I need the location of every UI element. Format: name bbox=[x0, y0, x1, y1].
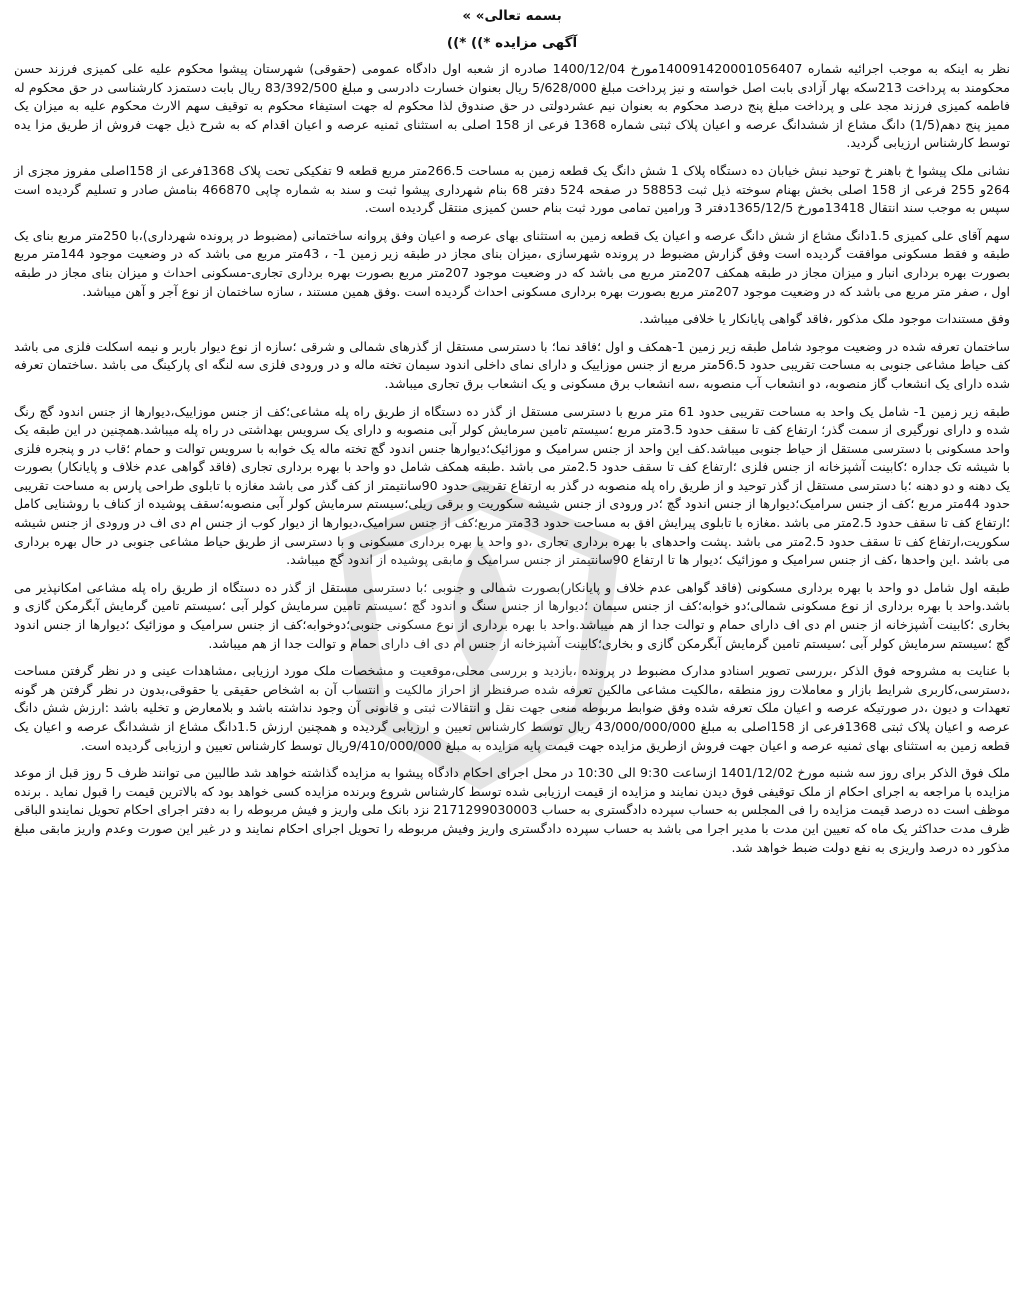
paragraph-share: سهم آقای علی کمیزی 1.5دانگ مشاع از شش دانگ عرصه و اعیان یک قطعه زمین به استثنای بهای عرصه و اعیان وفق پروانه ساختمانی (مضبوط در پرونده شهرداری)،با 250متر مربع بنای یک طبقه و فقط مسکونی موافقت گردیده است وفق گزارش مضبوط در پرونده شهرسازی ،میزان بنای مجاز در طبقه زیر زمین 1- ، 43متر مربع می باشد که در وضعیت موجود 144متر مربع بصورت بهره برداری انبار و میزان مجاز در طبقه همکف 207متر مربع می باشد که در وضعیت موجود 207متر مربع بصورت بهره برداری تجاری-مسکونی احداث و میزان بنای مجاز در طبقه اول ، صفر متر مربع می باشد که در وضعیت موجود 207متر مربع بصورت بهره برداری مسکونی احداث گردیده است .وفق همین مستند ، سازه ساختمان از نوع آجر و آهن میباشد. bbox=[14, 227, 1011, 299]
bismillah-line: بسمه تعالی» » bbox=[462, 8, 562, 24]
paragraph-basement-ground: طبقه زیر زمین 1- شامل یک واحد به مساحت تقریبی حدود 61 متر مربع با دسترسی مستقل از گذر ده دستگاه از طریق راه پله مشاعی؛کف از جنس موزاییک،دیوارها از جنس اندود گچ رنگ شده و دارای نورگیری از سمت گذر؛ ارتفاع کف تا سقف حدود 3.5متر مربع ؛سیستم تامین سرمایش کولر آبی منصوبه و دارای یک سرویس بهداشتی در راه پله میباشد.همچنین در این طبقه یک واحد مسکونی با دسترسی مستقل از حیاط جنوبی میباشد.کف این واحد از جنس سرامیک و موزائیک؛دیوارها جنس اندود گچ تخته ماله یک خوابه با سرویس توالت و حمام ؛قاب در و پنجره فلزی با شیشه تک جداره ؛کابینت آشپزخانه از جنس فلزی ؛ارتفاع کف تا سقف حدود 2.5متر می باشد .طبقه همکف شامل دو واحد با بهره برداری تجاری (فاقد گواهی عدم خلاف و پایانکار) بصورت یک دهنه و دو دهنه ؛با دسترسی مستقل از گذر توحید و از طریق راه پله منصوبه در گذر به ارتفاع تقریبی حدود 90سانتیمتر از کف گذر می باشد مغازه با تابلوی طراحی پارس به مساحت تقریبی حدود 44متر مربع ؛کف از جنس سرامیک؛دیوارها از جنس اندود گچ ؛در ورودی از جنس شیشه سکوریت و برقی ریلی؛سیستم سرمایش کولر آبی منصوبه؛سقف پوشیده از کناف با روشنایی کامل ؛ارتفاع کف تا سقف حدود 2.5متر می باشد .مغازه با تابلوی پیرایش افق به مساحت حدود 33متر مربع؛کف از جنس سرامیک،دیوارها از دیوار کوب از جنس ام دی اف در ورودی از جنس شیشه سکوریت،ارتفاع کف تا سقف حدود 2.5متر می باشد .پشت واحدهای با بهره برداری تجاری ،دو واحد با بهره برداری مسکونی و با دسترسی از طریق حیاط مشاعی جنوبی در حال بهره برداری می باشد .این واحدها ،کف از جنس سرامیک و موزائیک ؛دیوار ها تا ارتفاع 90سانتیمتر از جنس سرامیک و مابقی پوشیده از اندود گچ میباشد. bbox=[14, 403, 1011, 568]
paragraph-intro: نظر به اینکه به موجب اجرائیه شماره 14009142000105640‌7مورخ 1400/12/04 صادره از شعبه اول دادگاه عمومی (حقوقی) شهرستان پیشوا محکوم علیه علی کمیزی فرزند حسن محکومند به پرداخت 213سکه بهار آزادی بابت اصل خواسته و نیز پرداخت مبلغ 5/628/000 ریال بعنوان خسارت دادرسی و مبلغ 83/392/500 ریال بابت دستمزد کارشناسی در حق محکوم له فاطمه کمیزی فرزند مجد علی و پرداخت مبلغ پنج درصد محکوم به بعنوان نیم عشردولتی در حق صندوق لذا محکوم له جهت استیفاء محکوم به توقیف سهم الارث محکوم علیه به میزان یک ممیز پنج دهم(1/5) دانگ مشاع از ششدانگ عرصه و اعیان پلاک ثبتی شماره 1368 فرعی از 158 اصلی به استثنای ثمنیه عرصه و اعیان اقدام که به شرح ذیل جهت فروش از طریق مزا یده توسط کارشناس ارزیابی گردید. bbox=[14, 61, 1010, 151]
paragraph-address: نشانی ملک پیشوا خ باهنر خ توحید نبش خیابان ده دستگاه پلاک 1 شش دانگ یک قطعه زمین به مساحت 266.5متر مربع قطعه 9 تفکیکی تحت پلاک 1368فرعی از 158اصلی مفروز مجزی از 264و 255 فرعی از 158 اصلی بخش بهنام سوخته ذیل ثبت 58853 در صفحه 524 دفتر 68 بنام شهرداری پیشوا ثبت و سند به شماره چاپی 466870 بنامش صادر و تسلیم گردیده است سپس به موجب سند انتقال 13418مورخ 1365/12/5دفتر 3 ورامین تمامی مورد ثبت بنام حسن کمیزی منتقل گردیده است. bbox=[14, 162, 1010, 216]
paragraph-documents: وفق مستندات موجود ملک مذکور ،فاقد گواهی پایانکار یا خلافی میباشد. bbox=[639, 311, 1010, 327]
paragraph-building: ساختمان تعرفه شده در وضعیت موجود شامل طبقه زیر زمین 1-همکف و اول ؛فاقد نما؛ با دسترسی مستقل از گذرهای شمالی و شرقی ؛سازه از نوع دیوار باربر و نیمه اسکلت فلزی می باشد کف حیاط مشاعی جنوبی به مساحت تقریبی حدود 56.5متر مربع از جنس موزاییک و دارای نمای داخلی اندود سیمان تخته ماله و در ورودی فلزی سه لنگه ای پارکینگ می باشد .ساختمان تعرفه شده دارای یک انشعاب گاز منصوبه، دو انشعاب آب منصوبه ،سه انشعاب برق مسکونی و یک انشعاب برق تجاری میباشد. bbox=[14, 338, 1010, 391]
notice-title: آگهی مزایده *)) *)) bbox=[446, 35, 578, 51]
paragraph-first-floor: طبقه اول شامل دو واحد با بهره برداری مسکونی (فاقد گواهی عدم خلاف و پایانکار)بصورت شمالی و جنوبی ؛با دسترسی مستقل از گذر ده دستگاه از طریق راه پله مشاعی امکانپذیر می باشد.واحد با بهره برداری از نوع مسکونی شمالی؛دو خوابه؛کف از جنس سیمان ؛دیوارها از جنس سنگ و اندود گچ ؛سیستم تامین سرمایش کولر آبی ؛سیستم تامین گرمایش آبگرمکن گازی و بخاری ؛کابینت آشپزخانه از جنس ام دی اف دارای حمام و توالت جدا از هم میباشد.واحد با بهره برداری از نوع مسکونی جنوبی؛دوخوابه؛کف از جنس سرامیک و موزائیک ؛دیوارها از جنس اندود گچ ؛سیستم سرمایش کولر آبی ؛سیستم تامین گرمایش آبگرمکن گازی و بخاری؛کابینت آشپزخانه از جنس ام دی اف دارای حمام و توالت جدا از هم میباشد. bbox=[14, 579, 1010, 651]
paragraph-auction-terms: ملک فوق الذکر برای روز سه شنبه مورخ 1401/12/02 ازساعت 9:30 الی 10:30 در محل اجرای احکام دادگاه پیشوا به مزایده گذاشته خواهد شد طالبین می توانند ظرف 5 روز قبل از موعد مزایده با مراجعه به اجرای احکام از ملک توقیفی فوق دیدن نمایند و مزایده از قیمت ارزیابی شده توسط کارشناس شروع وبرنده مزایده کسی خواهد بود که بالاترین قیمت را قبول نماید . برنده موظف است ده درصد قیمت مزایده را فی المجلس به حساب سپرده دادگستری به حساب 2171299030003 نزد بانک ملی واریز و فیش مربوطه را به دفتر اجرای احکام تحویل نمایندو الباقی ظرف مدت حداکثر یک ماه که تعیین این مدت با مدیر اجرا می باشد به حساب سپرده دادگستری واریز وفیش مربوطه را تحویل اجرای احکام نمایند و در غیر این صورت وعدم واریز مابقی مبلغ مذکور ده درصد واریزی به نفع دولت ضبط خواهد شد. bbox=[14, 765, 1011, 855]
paragraph-valuation: با عنایت به مشروحه فوق الذکر ،بررسی تصویر اسنادو مدارک مضبوط در پرونده ،بازدید و بررسی محلی،موقعیت و مشخصات ملک مورد ارزیابی ،مشاهدات عینی و در نظر گرفتن مساحت ،دسترسی،کاربری شرایط بازار و معاملات روز منطقه ،مالکیت مشاعی مالکین تعرفه شده صرفنظر از احراز مالکیت و انتساب آن به اشخاص حقیقی یا حقوقی،بدون در نظر گرفتن هر گونه تعهدات و دیون ،در صورتیکه عرصه و اعیان ملک تعرفه شده وفق ضوابط مربوطه منعی جهت نقل و انتقالات ثبتی و قانونی آن وجود نداشته باشد و بلامعارض و تخلیه باشد :ارزش شش دانگ عرصه و اعیان پلاک ثبتی 1368فرعی از 158اصلی به مبلغ 43/000/000/000 ریال توسط کارشناس تعیین و ارزیابی گردیده و همچنین ارزش 1.5دانگ مشاع از ششدانگ عرصه و اعیان یک قطعه زمین به استثنای بهای ثمنیه عرصه و اعیان جهت فروش ازطریق مزایده جهت قیمت پایه مزایده به مبلغ 9/410/000/000ریال توسط کارشناس تعیین و ارزیابی گردیده است. bbox=[14, 663, 1010, 753]
